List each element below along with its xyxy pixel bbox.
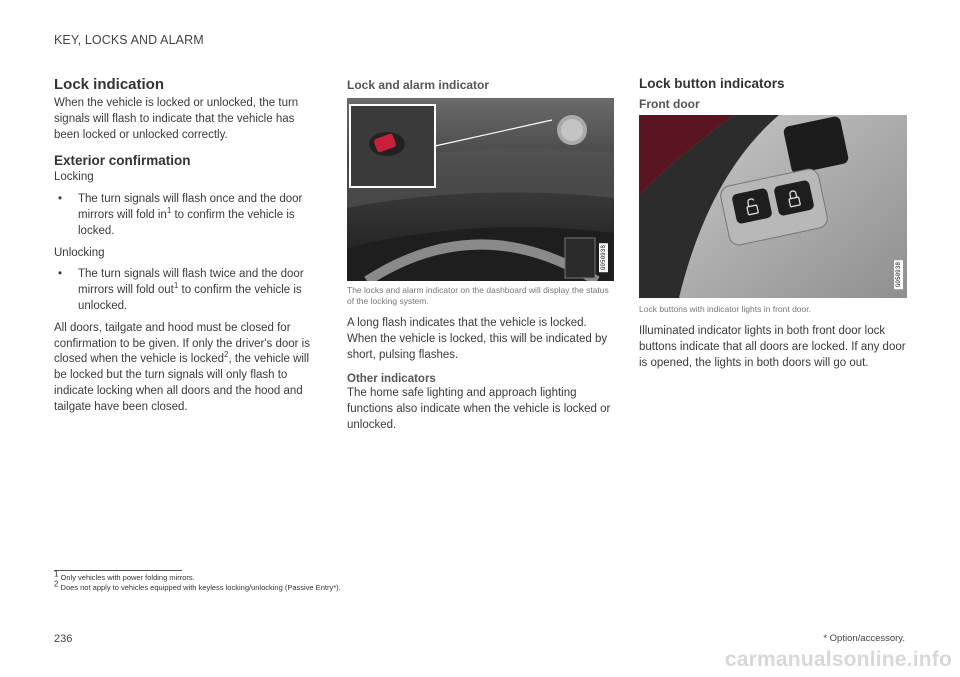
footnote-rule <box>54 570 182 571</box>
closing-note: All doors, tailgate and hood must be closed for confirmation to be given. If only the driver's door is closed when the vehicle is locked$^2$, the vehicle will be locked but the turn signals will only flash to indicate locking when all doors and the hood and tailgate have been closed. <box>54 321 310 413</box>
bullet-dot: • <box>58 193 63 206</box>
door-illustration <box>639 115 907 298</box>
dashboard-illustration <box>347 98 614 281</box>
door-caption: Lock buttons with indicator lights in front door. <box>639 304 811 314</box>
lock-alarm-body: A long flash indicates that the vehicle is locked. When the vehicle is locked, this will be indicated by short, pulsing flashes. <box>347 317 608 361</box>
locking-label: Locking <box>54 171 94 184</box>
dashboard-indicator-image <box>347 98 614 281</box>
other-indicators-body: The home safe lighting and approach lighting functions also indicate when the vehicle is locked or unlocked. <box>347 387 611 431</box>
bullet-dot: • <box>58 268 63 281</box>
dashboard-caption: The locks and alarm indicator on the dashboard will display the status of the locking system. <box>347 285 609 306</box>
figure-code: G050938 <box>895 262 902 288</box>
footnote-1: $^1$ Only vehicles with power folding mirrors. <box>54 569 195 582</box>
exterior-confirmation-title: Exterior confirmation <box>54 153 191 169</box>
locking-bullet-text: The turn signals will flash once and the door mirrors will fold $in^1$ to confirm the vehicle is locked. <box>78 193 303 237</box>
page-number: 236 <box>54 633 73 645</box>
unlocking-label: Unlocking <box>54 246 105 259</box>
watermark: carmanualsonline.info <box>724 648 952 671</box>
column-lock-indication <box>54 76 318 422</box>
unlocking-bullet-text: The turn signals will flash twice and the door mirrors will fold out$^1$ to confirm the vehicle is unlocked. <box>78 268 304 312</box>
figure-code: G050938 <box>600 245 607 271</box>
lock-alarm-indicator-title: Lock and alarm indicator <box>347 78 490 92</box>
locking-bullet <box>54 192 318 239</box>
lock-button-body: Illuminated indicator lights in both front door lock buttons indicate that all doors are locked. If any door is opened, the lights in both doors will go out. <box>639 325 906 369</box>
column-lock-alarm-indicator <box>347 76 614 440</box>
column-lock-button-indicators <box>639 76 907 377</box>
other-indicators-title: Other indicators <box>347 373 436 386</box>
lock-indication-intro: When the vehicle is locked or unlocked, the turn signals will flash to indicate that the vehicle has been locked or unlocked correctly. <box>54 97 299 141</box>
option-note: * Option/accessory. <box>823 633 905 644</box>
lock-indication-title: Lock indication <box>54 76 165 93</box>
lock-button-indicators-title: Lock button indicators <box>639 76 785 91</box>
footnotes <box>54 570 474 592</box>
footnote-2: $^2$ Does not apply to vehicles equipped with keyless locking/unlocking (Passive Entry*). <box>54 579 341 592</box>
door-lock-buttons-image <box>639 115 907 298</box>
section-header: KEY, LOCKS AND ALARM <box>54 33 204 47</box>
unlocking-bullet <box>54 267 318 314</box>
front-door-subtitle: Front door <box>639 97 700 111</box>
